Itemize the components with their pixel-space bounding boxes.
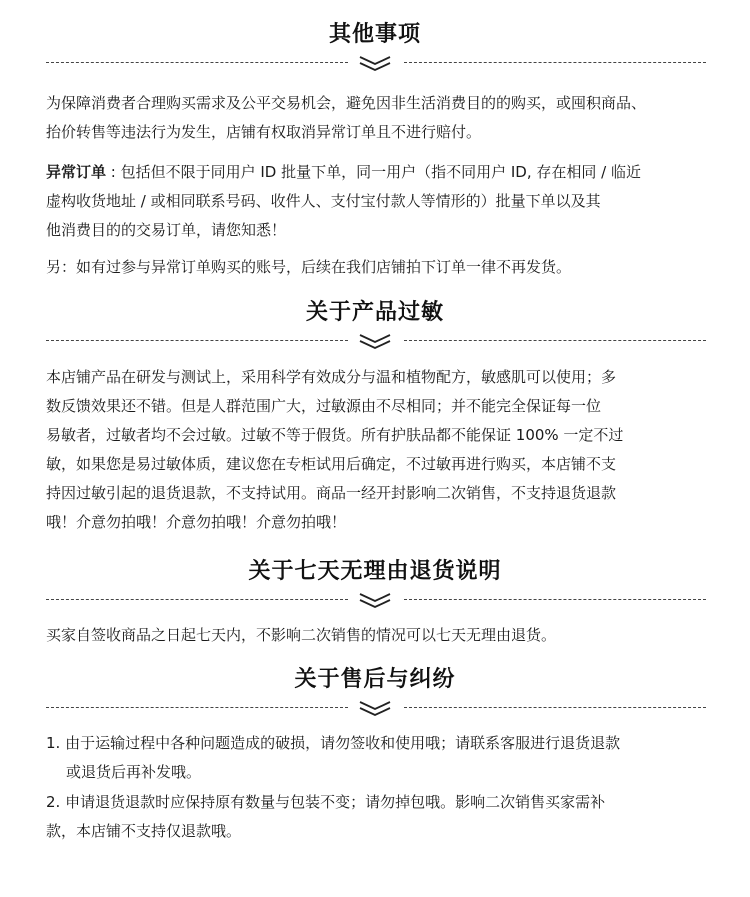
paragraph-line: 本店铺产品在研发与测试上，采用科学有效成分与温和植物配方，敏感肌可以使用；多 [46, 368, 617, 386]
paragraph-line: 虚构收货地址 / 或相同联系号码、收件人、支付宝付款人等情形的）批量下单以及其 [46, 192, 601, 210]
double-chevron-down-icon [358, 591, 392, 609]
paragraph-line: 或退货后再补发哦。 [66, 763, 202, 781]
divider-line-right [404, 599, 706, 600]
section-title: 关于售后与纠纷 [294, 667, 456, 692]
section-divider [0, 52, 750, 74]
paragraph [46, 621, 711, 650]
section-title: 关于七天无理由退货说明 [248, 559, 502, 584]
divider-line-left [46, 62, 348, 63]
divider-line-right [404, 62, 706, 63]
paragraph-line: 买家自签收商品之日起七天内，不影响二次销售的情况可以七天无理由退货。 [46, 626, 557, 644]
double-chevron-down-icon [358, 54, 392, 72]
section-title: 关于产品过敏 [305, 300, 444, 325]
paragraph-line: 持因过敏引起的退货退款，不支持试用。商品一经开封影响二次销售，不支持退货退款 [46, 484, 617, 502]
section-divider [0, 697, 750, 719]
paragraph [46, 363, 711, 537]
abnormal-order-label: 异常订单 [46, 163, 107, 181]
paragraph [46, 89, 711, 147]
paragraph-line: 1. 由于运输过程中各种问题造成的破损，请勿签收和使用哦；请联系客服进行退货退款 [46, 734, 621, 752]
divider-line-right [404, 340, 706, 341]
section-divider [0, 330, 750, 352]
paragraph-line: : 包括但不限于同用户 ID 批量下单，同一用户（指不同用户 ID, 存在相同 / 临近 [106, 163, 641, 181]
list-item [46, 729, 711, 787]
paragraph-line: 2. 申请退货退款时应保持原有数量与包装不变；请勿掉包哦。影响二次销售买家需补 [46, 793, 606, 811]
section-product-allergy [0, 298, 750, 352]
paragraph-line: 为保障消费者合理购买需求及公平交易机会，避免因非生活消费目的的购买，或囤积商品、 [46, 94, 647, 112]
section-seven-day-return [0, 557, 750, 611]
paragraph-abnormal-order [46, 158, 711, 245]
section-after-sales [0, 665, 750, 719]
double-chevron-down-icon [358, 332, 392, 350]
divider-line-left [46, 707, 348, 708]
divider-line-left [46, 599, 348, 600]
paragraph-line: 抬价转售等违法行为发生，店铺有权取消异常订单且不进行赔付。 [46, 123, 482, 141]
section-divider [0, 589, 750, 611]
paragraph-line: 款，本店铺不支持仅退款哦。 [46, 822, 242, 840]
divider-line-right [404, 707, 706, 708]
divider-line-left [46, 340, 348, 341]
paragraph-line: 数反馈效果还不错。但是人群范围广大，过敏源由不尽相同；并不能完全保证每一位 [46, 397, 602, 415]
section-title: 其他事项 [328, 22, 421, 47]
paragraph [46, 253, 711, 282]
section-other-matters [0, 20, 750, 74]
paragraph-line: 他消费目的的交易订单，请您知悉！ [46, 221, 287, 239]
list-item [46, 788, 711, 846]
paragraph-line: 易敏者，过敏者均不会过敏。过敏不等于假货。所有护肤品都不能保证 100% 一定不过 [46, 426, 624, 444]
paragraph-line: 敏，如果您是易过敏体质，建议您在专柜试用后确定，不过敏再进行购买，本店铺不支 [46, 455, 617, 473]
paragraph-line: 另：如有过参与异常订单购买的账号，后续在我们店铺拍下订单一律不再发货。 [46, 258, 572, 276]
double-chevron-down-icon [358, 699, 392, 717]
paragraph-line: 哦！介意勿拍哦！介意勿拍哦！介意勿拍哦！ [46, 513, 347, 531]
